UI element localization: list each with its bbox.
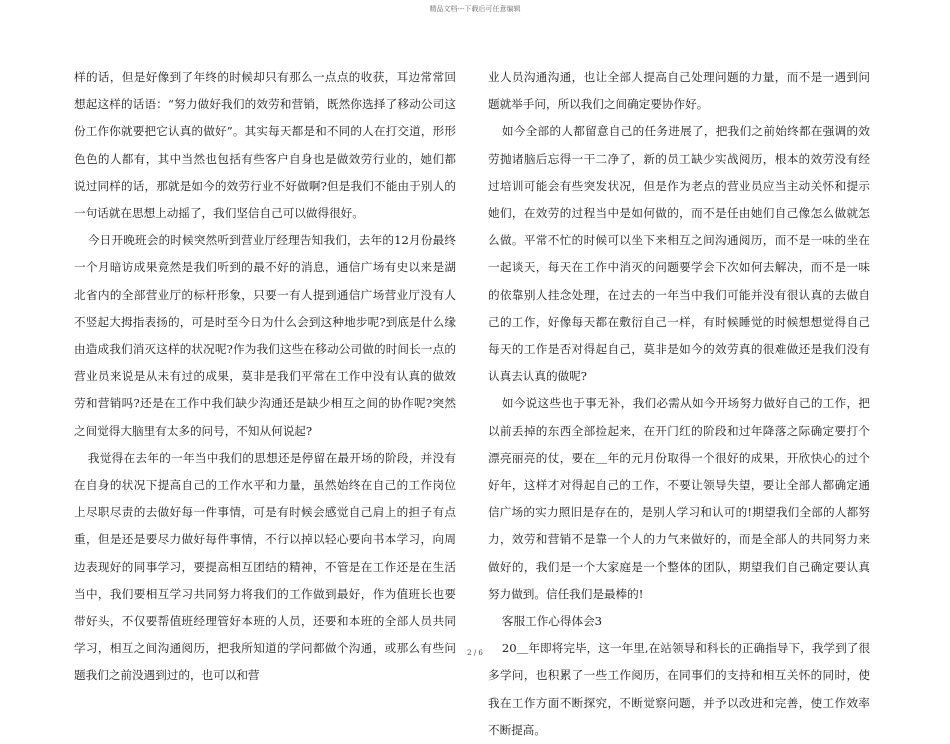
paragraph: 我觉得在去年的一年当中我们的思想还是停留在最开场的阶段，并没有在自身的状况下提高自己的工作水平和力量，虽然始终在自己的工作岗位上尽职尽责的去做好每一件事情，可是有时候会感觉自己肩上的担子有点重，但是还是要尽力做好每件事情，不行以掉以轻心要向书本学习，向周边表现好的同事学习，要提高相互团结的精神，不管是在工作还是在生活当中，我们要相互学习共同努力将我们的工作做到最好，作为值班长也要带好头，不仅要帮值班经理管好本班的人员，还要和本班的全部人员共同学习，相互之间沟通阅历，把我所知道的学问都做个沟通，或那么有些问题我们之前没遇到过的，也可以和营 (74, 450, 456, 683)
right-column (488, 64, 870, 744)
paragraph: 如今全部的人都留意自己的任务进展了，把我们之前始终都在强调的效劳抛诸脑后忘得一干二净了，新的员工缺少实战阅历，根本的效劳没有经过培训可能会有些突发状况，但是作为老点的营业员应当主动关怀和提示她们，在效劳的过程当中是如何做的，而不是任由她们自己像怎么做就怎么做。平常不忙的时候可以坐下来相互之间沟通阅历，而不是一味的坐在一起谈天，每天在工作中消灭的问题要学会下次如何去解决，而不是一味的依靠别人挂念处理，在过去的一年当中我们可能并没有很认真的去做自己的工作，好像每天都在敷衍自己一样，有时候睡觉的时候想想觉得自己每天的工作是否对得起自己，莫非是如今的效劳真的很难做还是我们没有认真去认真的做呢? (488, 124, 870, 384)
left-column (74, 64, 456, 690)
paragraph: 如今说这些也于事无补，我们必需从如今开场努力做好自己的工作，把以前丢掉的东西全部捡起来，在开门红的阶段和过年降落之际确定要打个漂亮丽亮的仗，要在＿年的元月份取得一个很好的成果，开欣快心的过个好年，这样才对得起自己的工作，不要让领导失望，要让全部人都确定通信广场的实力照旧是存在的，是别人学习和认可的!期望我们全部的人都努力，效劳和营销不是靠一个人的力气来做好的，而是全部人的共同努力来做好的，我们是一个大家庭是一个整体的团队，期望我们自己确定要认真努力做到。信任我们是最棒的! (488, 396, 870, 601)
page-header: 精品文档---下载后可任意编辑 (429, 5, 521, 13)
paragraph: 业人员沟通沟通，也让全部人提高自己处理问题的力量，而不是一遇到问题就举手问，所以我们之间确定要协作好。 (488, 70, 870, 112)
paragraph: 样的话，但是好像到了年终的时候却只有那么一点点的收获，耳边常常回想起这样的话语：“努力做好我们的效劳和营销，既然你选择了移动公司这份工作你就要把它认真的做好”。其实每天都是和不同的人在打交道，形形色色的人都有，其中当然也包括有些客户自身也是做效劳行业的，她们都说过同样的话，那就是如今的效劳行业不好做啊?但是我们不能由于别人的一句话就在思想上动摇了，我们坚信自己可以做得很好。 (74, 70, 456, 221)
paragraph: 今日开晚班会的时候突然听到营业厅经理告知我们，去年的12月份最终一个月暗访成果竟然是我们听到的最不好的消息，通信广场有史以来是湖北省内的全部营业厅的标杆形象，只要一有人提到通信广场营业厅没有人不竖起大拇指表扬的，可是时至今日为什么会到这种地步呢?到底是什么缘由造成我们消灭这样的状况呢?作为我们这些在移动公司做的时间长一点的营业员来说是从未有过的成果，莫非是我们平常在工作中没有认真的做效劳和营销吗?还是在工作中我们缺少沟通还是缺少相互之间的协作呢?突然之间觉得大脑里有太多的问号，不知从何说起? (74, 233, 456, 438)
paragraph: 20＿年即将完毕，这一年里,在站领导和科长的正确指导下，我学到了很多学问，也积累了一些工作阅历，在同事们的支持和相互关怀的同时，使我在工作方面不断探究，不断觉察问题，并予以改进和完善，使工作效率不断提高。 (488, 641, 870, 737)
section-heading: 客服工作心得体会3 (501, 614, 603, 629)
page-number: 2 / 6 (467, 649, 483, 657)
